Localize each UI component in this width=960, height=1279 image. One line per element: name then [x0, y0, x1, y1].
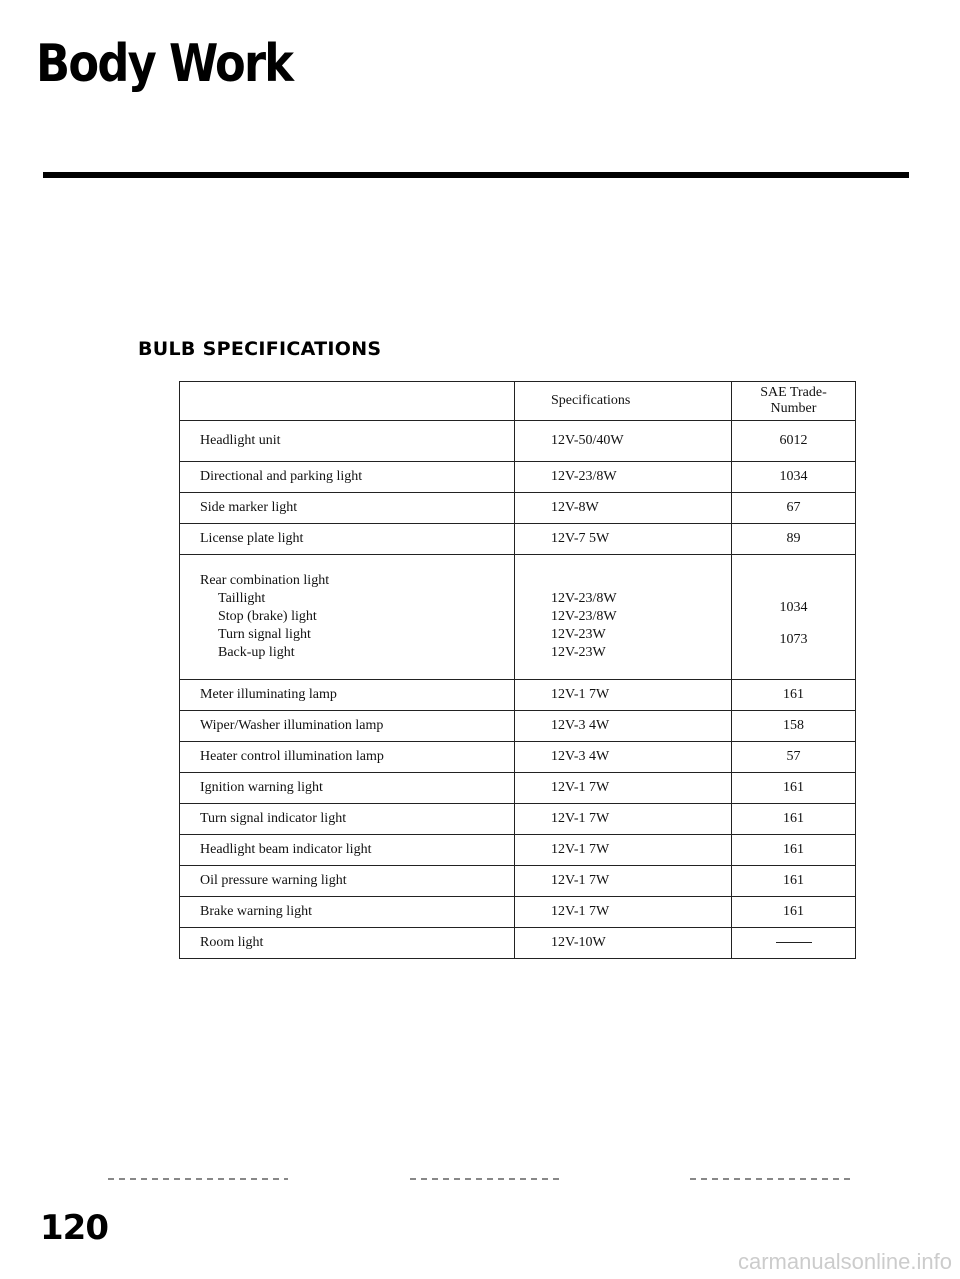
item-cell: License plate light — [180, 524, 515, 555]
footer-dashed-rule — [690, 1178, 850, 1180]
sae-value: 1073 — [779, 632, 808, 647]
table-row — [180, 462, 856, 493]
sae-cell: 57 — [732, 742, 856, 773]
dash-mark — [776, 942, 812, 943]
subitem-stop-light: Stop (brake) light — [218, 609, 317, 624]
spec-cell: 12V-1 7W — [515, 804, 732, 835]
spec-cell: 12V-23/8W — [515, 462, 732, 493]
item-cell: Headlight beam indicator light — [180, 835, 515, 866]
item-cell: Wiper/Washer illumination lamp — [180, 711, 515, 742]
sae-value: 1034 — [779, 600, 808, 615]
header-rule — [43, 172, 909, 178]
spec-cell: 12V-50/40W — [515, 421, 732, 462]
spec-stop-light: 12V-23/8W — [551, 609, 617, 624]
item-cell: Brake warning light — [180, 897, 515, 928]
item-cell — [180, 555, 515, 680]
sae-cell: 1034 — [732, 462, 856, 493]
spec-cell: 12V-1 7W — [515, 897, 732, 928]
sae-cell: 89 — [732, 524, 856, 555]
item-cell: Turn signal indicator light — [180, 804, 515, 835]
table-row — [180, 680, 856, 711]
item-cell: Heater control illumination lamp — [180, 742, 515, 773]
footer-dashed-rule — [108, 1178, 288, 1180]
table-row — [180, 742, 856, 773]
table-row — [180, 897, 856, 928]
sae-cell: 161 — [732, 680, 856, 711]
spec-turn-signal: 12V-23W — [551, 627, 606, 642]
item-cell: Oil pressure warning light — [180, 866, 515, 897]
sae-cell: 161 — [732, 773, 856, 804]
spec-cell: 12V-10W — [515, 928, 732, 959]
watermark: carmanualsonline.info — [737, 1249, 952, 1274]
rear-combination-label: Rear combination light — [200, 573, 330, 588]
table-row — [180, 835, 856, 866]
item-cell: Headlight unit — [180, 421, 515, 462]
sae-cell: 161 — [732, 804, 856, 835]
item-cell: Meter illuminating lamp — [180, 680, 515, 711]
subitem-backup-light: Back-up light — [218, 645, 295, 660]
spec-cell: 12V-1 7W — [515, 680, 732, 711]
table-row — [180, 928, 856, 959]
sae-cell — [732, 555, 856, 680]
table-row — [180, 493, 856, 524]
item-cell: Ignition warning light — [180, 773, 515, 804]
section-title: BULB SPECIFICATIONS — [138, 338, 382, 360]
sae-cell: 161 — [732, 866, 856, 897]
item-cell: Side marker light — [180, 493, 515, 524]
sae-cell: 161 — [732, 897, 856, 928]
item-cell: Directional and parking light — [180, 462, 515, 493]
item-cell: Room light — [180, 928, 515, 959]
column-header-sae: SAE Trade-Number — [732, 382, 856, 421]
spec-cell: 12V-8W — [515, 493, 732, 524]
spec-cell: 12V-3 4W — [515, 711, 732, 742]
spec-backup-light: 12V-23W — [551, 645, 606, 660]
subitem-taillight: Taillight — [218, 591, 266, 606]
sae-cell: 158 — [732, 711, 856, 742]
spec-taillight: 12V-23/8W — [551, 591, 617, 606]
spec-cell: 12V-1 7W — [515, 866, 732, 897]
table-row — [180, 866, 856, 897]
page-number: 120 — [40, 1208, 108, 1248]
spec-cell — [515, 555, 732, 680]
sae-cell: 6012 — [732, 421, 856, 462]
page-title: Body Work — [36, 34, 293, 94]
bulb-specifications-table — [179, 381, 856, 959]
table-row — [180, 421, 856, 462]
table-row — [180, 773, 856, 804]
spec-cell: 12V-3 4W — [515, 742, 732, 773]
sae-cell-empty — [732, 928, 856, 959]
sae-cell: 161 — [732, 835, 856, 866]
footer-dashed-rule — [410, 1178, 560, 1180]
spec-cell: 12V-7 5W — [515, 524, 732, 555]
sae-cell: 67 — [732, 493, 856, 524]
spec-cell: 12V-1 7W — [515, 835, 732, 866]
table-row — [180, 711, 856, 742]
table-row — [180, 804, 856, 835]
spec-cell: 12V-1 7W — [515, 773, 732, 804]
table-header-row — [180, 382, 856, 421]
table-row — [180, 524, 856, 555]
column-header-specifications: Specifications — [515, 382, 732, 421]
table-row-rear-combination — [180, 555, 856, 680]
column-header-item — [180, 382, 515, 421]
subitem-turn-signal: Turn signal light — [218, 627, 311, 642]
